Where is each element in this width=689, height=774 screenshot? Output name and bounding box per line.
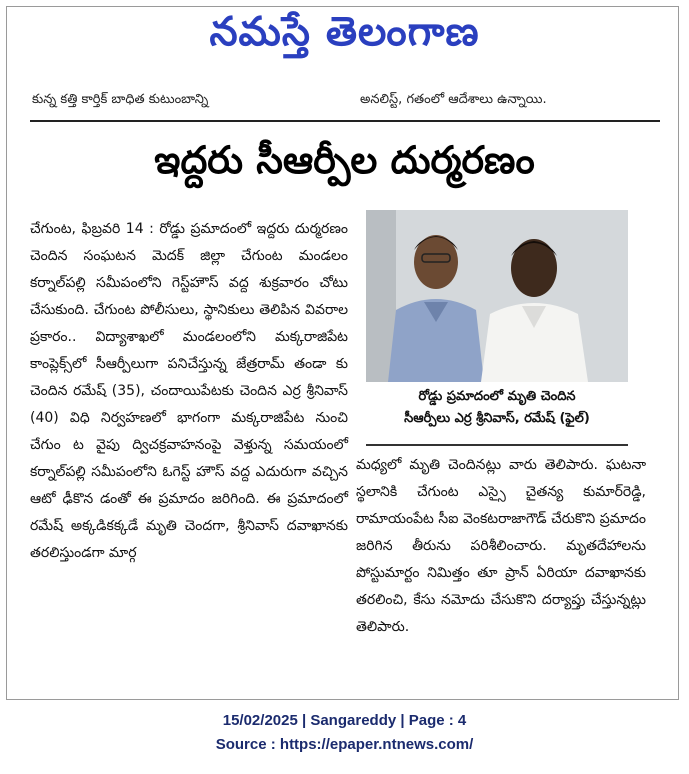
article-body-left: చేగుంట, ఫిబ్రవరి 14 : రోడ్డు ప్రమాదంలో ఇద్దరు దుర్మరణం చెందిన సంఘటన మెదక్ జిల్లా చేగుంట మండలం కర్నాల్‌పల్లి సమీపంలోని గెస్ట్‌హౌస్ వద్ద శుక్రవారం చోటు చేసుకుంది. చేగుంట పోలీసులు, స్థానికులు తెలిపిన వివరాల ప్రకారం.. విద్యాశాఖలో మండలంలోని మక్కరాజిపేట కాంప్లెక్స్‌లో సీఆర్పీలుగా పనిచేస్తున్న జేత్రరామ్ తండా కు చెందిన రమేష్ (35), చందాయిపేటకు చెందిన ఎర్ర శ్రీనివాస్ (40) విధి నిర్వహణలో భాగంగా మక్కరాజిపేట నుంచి చేగుం ట వైపు ద్విచక్రవాహనంపై వెళ్తున్న సమయంలో కర్నాల్‌పల్లి సమీపంలోని ఓగెస్ట్ హౌస్ వద్ద ఎదురుగా వచ్చిన ఆటో ఢీకొన డంతో ఈ ప్రమాదం జరిగింది. ఈ ప్రమాదంలో రమేష్ అక్కడికక్కడే మృతి చెందగా, శ్రీనివాస్ దవాఖానకు తరలిస్తుండగా మార్గ — [30, 221, 348, 561]
photo-caption-line2: సీఆర్పీలు ఎర్ర శ్రీనివాస్, రమేష్ (ఫైల్) — [404, 411, 590, 426]
photo-caption — [366, 386, 628, 430]
clipping-source: Source : https://epaper.ntnews.com/ — [215, 736, 474, 753]
previous-story-fragment-left: కున్న కత్తి కార్తిక్ బాధిత కుటుంబాన్ని — [32, 92, 209, 107]
photo-caption-line1: రోడ్డు ప్రమాదంలో మృతి చెందిన — [418, 389, 576, 404]
article-column-left — [30, 216, 348, 567]
victims-photo — [366, 210, 628, 382]
clipping-meta: 15/02/2025 | Sangareddy | Page : 4 — [222, 712, 467, 729]
article-column-right — [356, 452, 646, 641]
article-headline: ఇద్దరు సీఆర్పీల దుర్మరణం — [154, 138, 535, 182]
previous-story-fragment-right: అనలిస్ట్, గతంలో ఆదేశాలు ఉన్నాయి. — [360, 92, 547, 107]
article-body-right: మధ్యలో మృతి చెందినట్లు వారు తెలిపారు. ఘటనా స్థలానికి చేగుంట ఎస్సై చైతన్య కుమార్‌రెడ్డి, రామాయంపేట సీఐ వెంకటరాజాగౌడ్ చేరుకొని ప్రమాదం జరిగిన తీరును పరిశీలించారు. మృతదేహాలను పోస్టుమార్టం నిమిత్తం తూ ప్రాన్ ఏరియా దవాఖానకు తరలించి, కేసు నమోదు చేసుకొని దర్యాప్తు చేస్తున్నట్లు తెలిపారు. — [356, 457, 646, 635]
newspaper-masthead: నమస్తే తెలంగాణ — [209, 8, 480, 55]
victims-photo-illustration — [366, 210, 628, 382]
headline-divider — [30, 120, 660, 122]
caption-divider — [366, 444, 628, 446]
